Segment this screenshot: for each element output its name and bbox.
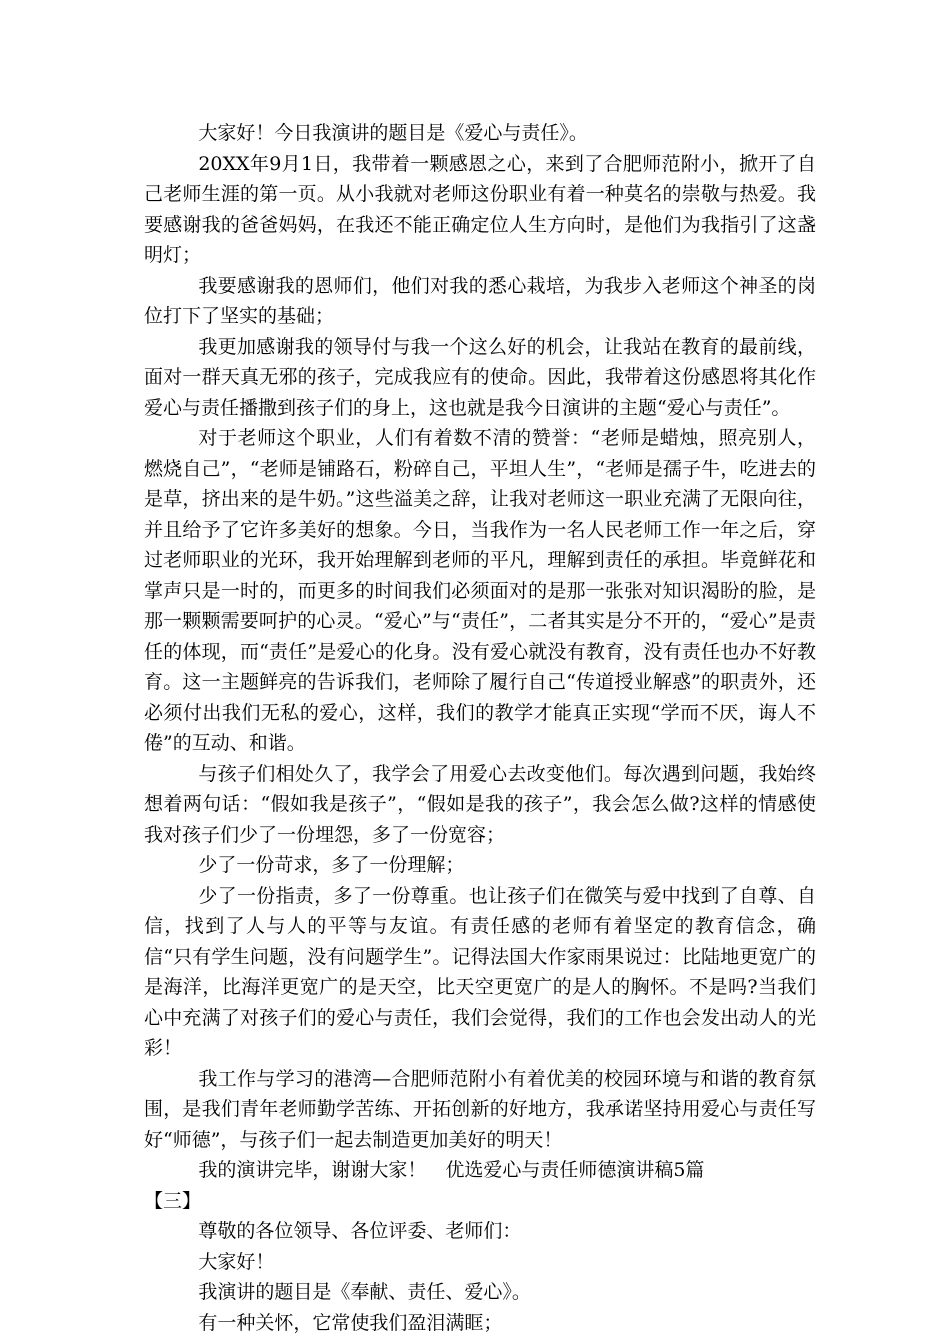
document-body	[144, 118, 816, 1338]
paragraph-profession: 对于老师这个职业，人们有着数不清的赞誉：“老师是蜡烛，照亮别人，燃烧自己”，“老师是铺路石，粉碎自己，平坦人生”，“老师是孺子牛，吃进去的是草，挤出来的是牛奶。”这些溢美之辞，让我对老师这一职业充满了无限向往，并且给予了它许多美好的想象。今日，当我作为一名人民老师工作一年之后，穿过老师职业的光环，我开始理解到老师的平凡，理解到责任的承担。毕竟鲜花和掌声只是一时的，而更多的时间我们必须面对的是那一张张对知识渴盼的脸，是那一颗颗需要呵护的心灵。“爱心”与“责任”，二者其实是分不开的，“爱心”是责任的体现，而“责任”是爱心的化身。没有爱心就没有教育，没有责任也办不好教育。这一主题鲜亮的告诉我们，老师除了履行自己“传道授业解惑”的职责外，还必须付出我们无私的爱心，这样，我们的教学才能真正实现“学而不厌，诲人不倦”的互动、和谐。	[144, 427, 816, 754]
paragraph-closing: 我的演讲完毕，谢谢大家！ 优选爱心与责任师德演讲稿5篇	[198, 1159, 705, 1181]
paragraph-school: 我工作与学习的港湾—合肥师范附小有着优美的校园环境与和谐的教育氛围，是我们青年老师勤学苦练、开拓创新的好地方，我承诺坚持用爱心与责任写好“师德”，与孩子们一起去制造更加美好的明天！	[144, 1067, 816, 1151]
paragraph-hello: 大家好！	[198, 1250, 275, 1273]
paragraph-start-date: 20XX年9月1日，我带着一颗感恩之心，来到了合肥师范附小，掀开了自己老师生涯的第一页。从小我就对老师这份职业有着一种莫名的崇敬与热爱。我要感谢我的爸爸妈妈，在我还不能正确定位人生方向时，是他们为我指引了这盏明灯；	[144, 152, 816, 266]
paragraph-greeting: 大家好！今日我演讲的题目是《爱心与责任》。	[198, 122, 588, 144]
paragraph-care: 有一种关怀，它常使我们盈泪满眶；	[198, 1311, 503, 1334]
paragraph-children: 与孩子们相处久了，我学会了用爱心去改变他们。每次遇到问题，我始终想着两句话：“假如我是孩子”，“假如是我的孩子”，我会怎么做?这样的情感使我对孩子们少了一份埋怨，多了一份宽容；	[144, 762, 816, 846]
paragraph-respect: 少了一份指责，多了一份尊重。也让孩子们在微笑与爱中找到了自尊、自信，找到了人与人的平等与友谊。有责任感的老师有着坚定的教育信念，确信“只有学生问题，没有问题学生”。记得法国大作家雨果说过：比陆地更宽广的是海洋，比海洋更宽广的是天空，比天空更宽广的是人的胸怀。不是吗?当我们心中充满了对孩子们的爱心与责任，我们会觉得，我们的工作也会发出动人的光彩！	[144, 884, 816, 1059]
paragraph-topic: 我演讲的题目是《奉献、责任、爱心》。	[198, 1281, 531, 1303]
paragraph-mentors: 我要感谢我的恩师们，他们对我的悉心栽培，为我步入老师这个神圣的岗位打下了坚实的基础；	[144, 274, 816, 327]
paragraph-salutation: 尊敬的各位领导、各位评委、老师们：	[198, 1220, 522, 1242]
paragraph-understanding: 少了一份苛求，多了一份理解；	[198, 854, 465, 876]
paragraph-leaders: 我更加感谢我的领导付与我一个这么好的机会，让我站在教育的最前线，面对一群天真无邪的孩子，完成我应有的使命。因此，我带着这份感恩将其化作爱心与责任播撒到孩子们的身上，这也就是我今日演讲的主题“爱心与责任”。	[144, 335, 816, 419]
section-marker: 【三】	[144, 1189, 202, 1212]
